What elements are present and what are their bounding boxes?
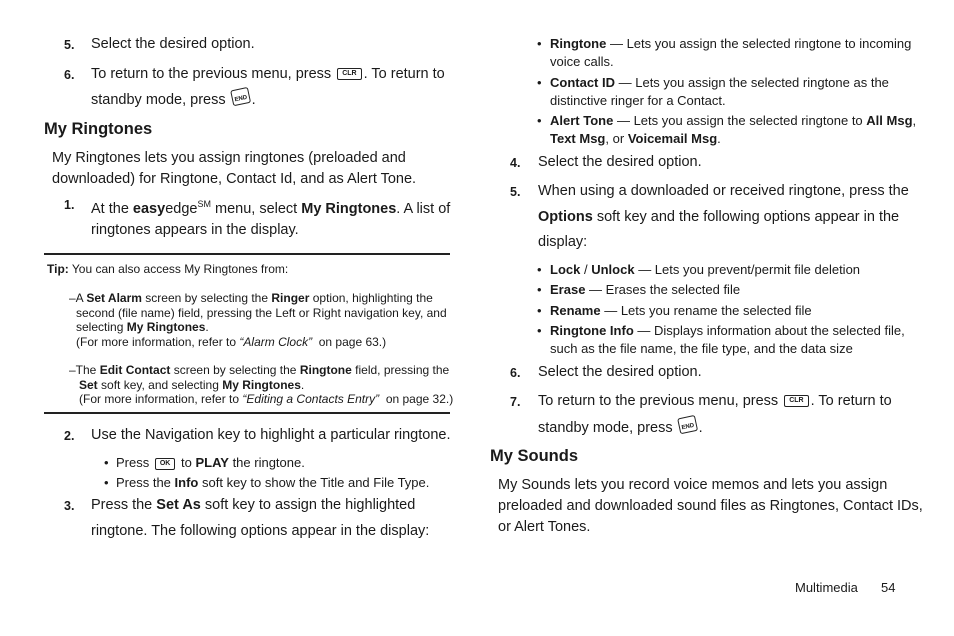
step-text: Select the desired option. xyxy=(538,364,702,380)
sounds-text: or Alert Tones. xyxy=(498,519,591,535)
step-text-line3: display: xyxy=(538,234,588,250)
step-text-line2: Options soft key and the following options appear in the xyxy=(538,209,900,225)
tip-header: Tip: You can also access My Ringtones from: xyxy=(47,262,289,276)
intro-text: downloaded) for Ringtone, Contact Id, and as Alert Tone. xyxy=(52,171,417,187)
step-text: Use the Navigation key to highlight a particular ringtone. xyxy=(91,427,451,443)
clr-key-icon: CLR xyxy=(337,68,361,80)
tip-item: –A Set Alarm screen by selecting the Ringer option, highlighting the second (file name) field, pressing the Left or Right navigation key, and selecting My Ringtones. (For more information, refer to “Alarm Clock” on page 63.) xyxy=(69,291,447,349)
tip-item: –The Edit Contact screen by selecting the Ringtone field, pressing the Set soft key, and selecting My Ringtones. (For more information, refer to “Editing a Contacts Entry” on page 32.) xyxy=(69,363,454,406)
list-item: • Ringtone Info — Displays information about the selected file, such as the file name, the file type, and the data size xyxy=(537,323,905,356)
step-text: To return to the previous menu, press CLR . To return to xyxy=(91,66,445,82)
svg-text:END: END xyxy=(680,422,695,432)
step-number: 7. xyxy=(510,395,521,409)
list-item: • Alert Tone — Lets you assign the selected ringtone to All Msg, Text Msg, or Voicemail Msg. xyxy=(537,113,917,146)
step-text-line2: ringtones appears in the display. xyxy=(91,222,299,238)
list-item: • Press OK to PLAY the ringtone. xyxy=(104,455,305,470)
step-text-line2: ringtone. The following options appear in the display: xyxy=(91,523,430,539)
list-item: • Ringtone — Lets you assign the selected ringtone to incoming voice calls. xyxy=(537,36,912,69)
step-number: 1. xyxy=(64,198,75,212)
sounds-text: My Sounds lets you record voice memos and lets you assign xyxy=(498,477,888,493)
tip-top-rule xyxy=(44,253,450,255)
intro-text: My Ringtones lets you assign ringtones (preloaded and xyxy=(52,150,406,166)
step-number: 6. xyxy=(64,68,75,82)
list-item: • Press the Info soft key to show the Title and File Type. xyxy=(104,475,430,490)
step-number: 5. xyxy=(64,38,75,52)
list-item: • Lock / Unlock — Lets you prevent/permit file deletion xyxy=(537,262,861,277)
list-item: • Rename — Lets you rename the selected file xyxy=(537,303,812,318)
step-text: At the easyedge℠ menu, select My Ringtones. A list of xyxy=(91,199,451,217)
end-key-icon xyxy=(677,413,699,435)
tip-bottom-rule xyxy=(44,412,450,414)
step-text: When using a downloaded or received ringtone, press the xyxy=(538,183,909,199)
step-number: 6. xyxy=(510,366,521,380)
section-heading: My Ringtones xyxy=(44,120,153,138)
step-number: 5. xyxy=(510,185,521,199)
step-text: Press the Set As soft key to assign the highlighted xyxy=(91,497,416,513)
list-item: • Erase — Erases the selected file xyxy=(537,282,741,297)
step-number: 2. xyxy=(64,429,75,443)
svg-text:END: END xyxy=(233,94,248,104)
footer-section: Multimedia xyxy=(795,580,858,595)
step-text: To return to the previous menu, press CLR . To return to xyxy=(538,393,892,409)
end-key-icon xyxy=(230,85,252,107)
step-text-line2: standby mode, press END . xyxy=(91,89,256,111)
sounds-text: preloaded and downloaded sound files as Ringtones, Contact IDs, xyxy=(498,498,923,514)
page-number: 54 xyxy=(881,580,896,595)
step-text: Select the desired option. xyxy=(538,154,702,170)
list-item: • Contact ID — Lets you assign the selected ringtone as the distinctive ringer for a Contact. xyxy=(537,75,889,108)
right-column xyxy=(477,0,954,636)
step-number: 3. xyxy=(64,499,75,513)
ok-key-icon: OK xyxy=(155,458,176,470)
clr-key-icon: CLR xyxy=(784,395,808,407)
step-text: Select the desired option. xyxy=(91,36,255,52)
section-heading: My Sounds xyxy=(490,447,579,465)
step-text-line2: standby mode, press END . xyxy=(538,417,703,439)
step-number: 4. xyxy=(510,156,521,170)
